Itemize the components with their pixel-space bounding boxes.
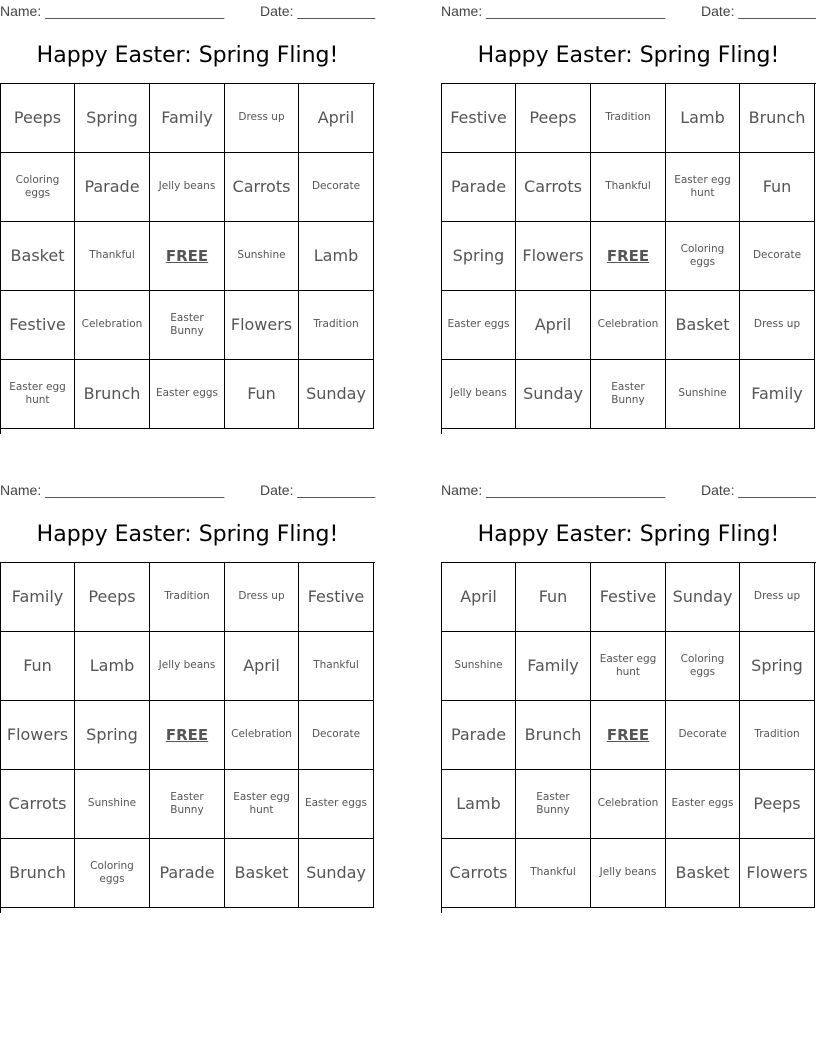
- bingo-cell[interactable]: Thankful: [75, 222, 150, 291]
- bingo-cell[interactable]: Sunshine: [666, 360, 740, 429]
- bingo-cell[interactable]: Carrots: [225, 153, 299, 222]
- bingo-cell[interactable]: Decorate: [299, 153, 374, 222]
- bingo-card-1: [0, 0, 375, 434]
- bingo-cell[interactable]: Lamb: [75, 632, 150, 701]
- bingo-cell[interactable]: Dress up: [225, 563, 299, 632]
- card-title: Happy Easter: Spring Fling!: [36, 43, 339, 68]
- free-space-cell[interactable]: FREE: [591, 222, 666, 291]
- free-space-cell[interactable]: FREE: [150, 222, 225, 291]
- name-field[interactable]: Name: _______________________: [0, 3, 225, 19]
- bingo-cell[interactable]: Sunday: [516, 360, 591, 429]
- bingo-cell[interactable]: Easter Bunny: [150, 770, 225, 839]
- bingo-cell[interactable]: Decorate: [666, 701, 740, 770]
- bingo-cell[interactable]: April: [516, 291, 591, 360]
- bingo-grid: [0, 83, 375, 434]
- bingo-cell[interactable]: Jelly beans: [591, 839, 666, 908]
- bingo-cell[interactable]: Carrots: [1, 770, 75, 839]
- bingo-cell[interactable]: Family: [740, 360, 815, 429]
- date-field[interactable]: Date: __________: [260, 482, 376, 498]
- bingo-cell[interactable]: April: [225, 632, 299, 701]
- bingo-cell[interactable]: Fun: [1, 632, 75, 701]
- bingo-cell[interactable]: Tradition: [740, 701, 815, 770]
- bingo-cell[interactable]: Fun: [740, 153, 815, 222]
- card-title: Happy Easter: Spring Fling!: [477, 522, 780, 547]
- bingo-cell[interactable]: Flowers: [225, 291, 299, 360]
- bingo-card-3: [0, 479, 375, 913]
- bingo-cell[interactable]: Sunshine: [75, 770, 150, 839]
- bingo-cell[interactable]: Jelly beans: [442, 360, 516, 429]
- bingo-cell[interactable]: Celebration: [591, 770, 666, 839]
- bingo-cell[interactable]: Fun: [516, 563, 591, 632]
- free-space-cell[interactable]: FREE: [150, 701, 225, 770]
- bingo-cell[interactable]: Easter eggs: [299, 770, 374, 839]
- bingo-cell[interactable]: Dress up: [225, 84, 299, 153]
- bingo-cell[interactable]: Parade: [442, 701, 516, 770]
- bingo-cell[interactable]: Tradition: [591, 84, 666, 153]
- bingo-cell[interactable]: Peeps: [75, 563, 150, 632]
- bingo-cell[interactable]: Peeps: [516, 84, 591, 153]
- bingo-cell[interactable]: Tradition: [150, 563, 225, 632]
- bingo-grid: [441, 83, 816, 434]
- card-title: Happy Easter: Spring Fling!: [477, 43, 780, 68]
- bingo-cell[interactable]: April: [442, 563, 516, 632]
- bingo-cell[interactable]: Family: [1, 563, 75, 632]
- bingo-grid: [441, 562, 816, 913]
- bingo-cell[interactable]: Spring: [740, 632, 815, 701]
- bingo-cell[interactable]: Flowers: [740, 839, 815, 908]
- date-field[interactable]: Date: __________: [260, 3, 376, 19]
- bingo-cell[interactable]: Celebration: [591, 291, 666, 360]
- bingo-cell[interactable]: Coloring eggs: [666, 222, 740, 291]
- bingo-cell[interactable]: Basket: [225, 839, 299, 908]
- card-title: Happy Easter: Spring Fling!: [36, 522, 339, 547]
- bingo-cell[interactable]: Fun: [225, 360, 299, 429]
- bingo-cell[interactable]: Carrots: [442, 839, 516, 908]
- date-field[interactable]: Date: __________: [701, 482, 816, 498]
- bingo-cell[interactable]: Coloring eggs: [666, 632, 740, 701]
- bingo-grid: [0, 562, 375, 913]
- bingo-cell[interactable]: Brunch: [740, 84, 815, 153]
- bingo-cell[interactable]: Decorate: [740, 222, 815, 291]
- bingo-cell[interactable]: Basket: [1, 222, 75, 291]
- bingo-cell[interactable]: Lamb: [442, 770, 516, 839]
- bingo-cell[interactable]: Easter Bunny: [150, 291, 225, 360]
- bingo-cell[interactable]: Dress up: [740, 291, 815, 360]
- bingo-cell[interactable]: Sunshine: [225, 222, 299, 291]
- bingo-cell[interactable]: Easter eggs: [150, 360, 225, 429]
- bingo-cell[interactable]: Lamb: [299, 222, 374, 291]
- bingo-cell[interactable]: Brunch: [1, 839, 75, 908]
- bingo-cell[interactable]: Sunday: [299, 360, 374, 429]
- bingo-cell[interactable]: Coloring eggs: [75, 839, 150, 908]
- bingo-cell[interactable]: Basket: [666, 291, 740, 360]
- bingo-cell[interactable]: Peeps: [1, 84, 75, 153]
- bingo-cell[interactable]: Spring: [75, 701, 150, 770]
- bingo-cell[interactable]: Easter egg hunt: [591, 632, 666, 701]
- name-date-row: [0, 481, 375, 499]
- bingo-cell[interactable]: Easter eggs: [666, 770, 740, 839]
- bingo-cell[interactable]: Celebration: [75, 291, 150, 360]
- bingo-cell[interactable]: Festive: [299, 563, 374, 632]
- bingo-cell[interactable]: Thankful: [591, 153, 666, 222]
- bingo-cell[interactable]: Jelly beans: [150, 632, 225, 701]
- bingo-cell[interactable]: Easter egg hunt: [1, 360, 75, 429]
- bingo-cell[interactable]: Family: [516, 632, 591, 701]
- bingo-cell[interactable]: Jelly beans: [150, 153, 225, 222]
- bingo-cell[interactable]: Flowers: [1, 701, 75, 770]
- bingo-cell[interactable]: Festive: [1, 291, 75, 360]
- bingo-cell[interactable]: Tradition: [299, 291, 374, 360]
- bingo-cell[interactable]: Parade: [442, 153, 516, 222]
- name-date-row: [0, 2, 375, 20]
- name-date-row: [441, 2, 816, 20]
- bingo-cell[interactable]: April: [299, 84, 374, 153]
- name-field[interactable]: Name: _______________________: [0, 482, 225, 498]
- name-field[interactable]: Name: _______________________: [441, 3, 666, 19]
- bingo-cell[interactable]: Basket: [666, 839, 740, 908]
- bingo-cell[interactable]: Decorate: [299, 701, 374, 770]
- free-space-cell[interactable]: FREE: [591, 701, 666, 770]
- bingo-cell[interactable]: Family: [150, 84, 225, 153]
- bingo-cell[interactable]: Flowers: [516, 222, 591, 291]
- bingo-cell[interactable]: Easter egg hunt: [666, 153, 740, 222]
- bingo-cell[interactable]: Festive: [591, 563, 666, 632]
- bingo-cell[interactable]: Thankful: [516, 839, 591, 908]
- bingo-cell[interactable]: Parade: [75, 153, 150, 222]
- bingo-cell[interactable]: Spring: [75, 84, 150, 153]
- bingo-cell[interactable]: Easter Bunny: [591, 360, 666, 429]
- bingo-cell[interactable]: Dress up: [740, 563, 815, 632]
- bingo-cell[interactable]: Brunch: [516, 701, 591, 770]
- bingo-cell[interactable]: Easter Bunny: [516, 770, 591, 839]
- bingo-cell[interactable]: Peeps: [740, 770, 815, 839]
- name-date-row: [441, 481, 816, 499]
- date-field[interactable]: Date: __________: [701, 3, 816, 19]
- bingo-cell[interactable]: Brunch: [75, 360, 150, 429]
- bingo-cell[interactable]: Festive: [442, 84, 516, 153]
- bingo-card-2: [441, 0, 816, 434]
- bingo-cell[interactable]: Easter eggs: [442, 291, 516, 360]
- bingo-cell[interactable]: Easter egg hunt: [225, 770, 299, 839]
- bingo-cell[interactable]: Parade: [150, 839, 225, 908]
- bingo-cell[interactable]: Spring: [442, 222, 516, 291]
- bingo-card-4: [441, 479, 816, 913]
- bingo-cell[interactable]: Thankful: [299, 632, 374, 701]
- bingo-cell[interactable]: Sunday: [666, 563, 740, 632]
- bingo-cell[interactable]: Sunday: [299, 839, 374, 908]
- name-field[interactable]: Name: _______________________: [441, 482, 666, 498]
- bingo-cell[interactable]: Sunshine: [442, 632, 516, 701]
- bingo-cell[interactable]: Carrots: [516, 153, 591, 222]
- bingo-cell[interactable]: Celebration: [225, 701, 299, 770]
- bingo-cell[interactable]: Coloring eggs: [1, 153, 75, 222]
- bingo-cell[interactable]: Lamb: [666, 84, 740, 153]
